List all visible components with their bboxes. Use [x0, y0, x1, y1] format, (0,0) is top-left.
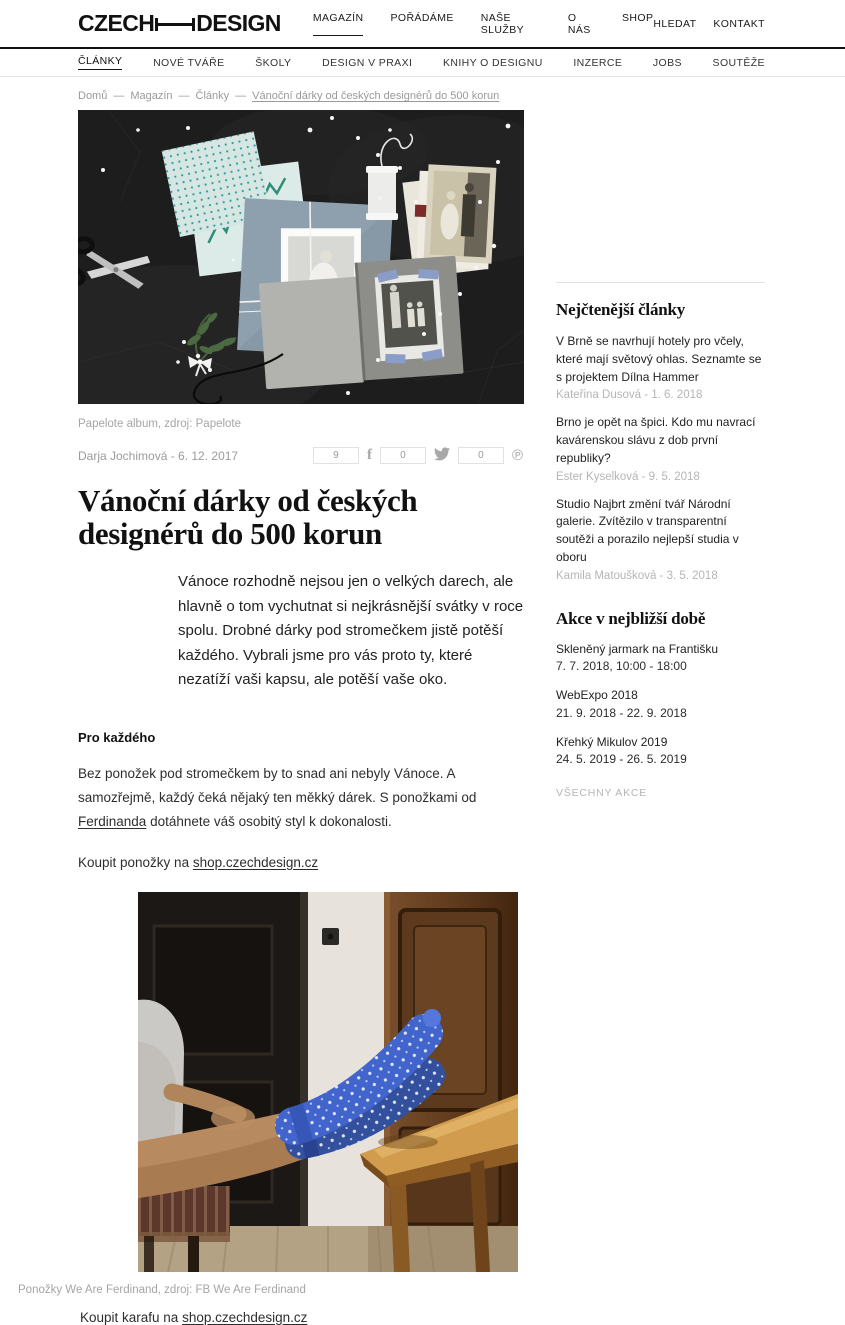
facebook-share-button[interactable]	[366, 448, 373, 463]
popular-article-item	[556, 333, 765, 401]
popular-article-link[interactable]: Studio Najbrt změní tvář Národní galerie. Zvítězilo v transparentní soutěži a porazilo nejlepší studia v oboru	[556, 496, 739, 564]
shop-link-socks[interactable]: shop.czechdesign.cz	[192, 854, 319, 870]
article-byline: Darja Jochimová - 6. 12. 2017	[78, 448, 239, 463]
event-link[interactable]: Skleněný jarmark na Františku	[556, 641, 719, 656]
site-logo[interactable]	[78, 10, 281, 37]
hero-image-art	[78, 110, 524, 404]
buy-carafe-text: Koupit karafu na	[80, 1309, 183, 1325]
article-column	[18, 110, 524, 1325]
subnav-item-clanky[interactable]: ČLÁNKY	[78, 55, 122, 70]
article-title: Vánoční dárky od českých designérů do 500 korun	[78, 483, 418, 552]
events-heading: Akce v nejbližší době	[556, 608, 706, 628]
facebook-share-count: 9	[313, 447, 359, 464]
breadcrumb-separator: —	[113, 90, 125, 102]
popular-article-link[interactable]: Brno je opět na špici. Kdo mu navrací kavárenskou slávu z dob první republiky?	[556, 415, 756, 465]
socks-image	[138, 892, 518, 1272]
secondary-nav	[0, 47, 845, 77]
socks-caption: Ponožky We Are Ferdinand, zdroj: FB We Are Ferdinand	[18, 1283, 306, 1296]
event-item	[556, 641, 765, 676]
popular-article-item	[556, 496, 765, 582]
article-lead: Vánoce rozhodně nejsou jen o velkých darech, ale hlavně o tom vychutnat si nejkrásnější svátky v roce spolu. Drobné dárky pod stromečkem jistě potěší každého. Vybrali jsme pro vás proto ty, které nezatíží vaši kapsu, ale potěší vaše oko.	[178, 573, 524, 689]
all-events-link[interactable]: VŠECHNY AKCE	[556, 786, 648, 799]
event-item	[556, 687, 765, 722]
pinterest-share-count: 0	[458, 447, 504, 464]
share-bar	[313, 447, 524, 464]
subnav-item-jobs[interactable]: JOBS	[652, 56, 682, 69]
logo-connector-icon	[155, 18, 195, 31]
nav-item-shop[interactable]: SHOP	[621, 11, 654, 24]
logo-text-right: DESIGN	[196, 10, 281, 36]
subnav-item-knihy-o-designu[interactable]: KNIHY O DESIGNU	[442, 56, 543, 69]
sidebar	[556, 282, 765, 801]
contact-link[interactable]: KONTAKT	[713, 17, 765, 30]
ferdinand-link[interactable]: Ferdinanda	[78, 813, 147, 829]
buy-socks-line	[78, 855, 524, 870]
top-header	[0, 0, 845, 47]
subnav-item-nove-tvare[interactable]: NOVÉ TVÁŘE	[153, 56, 225, 69]
event-date: 21. 9. 2018 - 22. 9. 2018	[556, 705, 687, 720]
twitter-share-count: 0	[380, 447, 426, 464]
popular-article-meta: Kateřina Dusová - 1. 6. 2018	[556, 389, 703, 402]
paragraph-text: dotáhnete váš osobitý styl k dokonalosti.	[146, 813, 392, 829]
breadcrumb	[78, 90, 845, 102]
pinterest-share-button[interactable]	[511, 448, 524, 463]
event-date: 7. 7. 2018, 10:00 - 18:00	[556, 658, 687, 673]
sidebar-divider	[556, 282, 765, 283]
facebook-icon: f	[366, 447, 372, 463]
article-paragraph	[78, 762, 498, 834]
twitter-share-button[interactable]	[433, 447, 451, 464]
subnav-item-inzerce[interactable]: INZERCE	[573, 56, 623, 69]
event-item	[556, 734, 765, 769]
header-utility-nav	[653, 18, 765, 30]
popular-articles-heading: Nejčtenější články	[556, 300, 686, 319]
nav-item-poradame[interactable]: POŘÁDÁME	[390, 11, 454, 24]
shop-link-carafe[interactable]: shop.czechdesign.cz	[182, 1309, 308, 1325]
event-link[interactable]: Křehký Mikulov 2019	[556, 735, 668, 750]
nav-item-o-nas[interactable]: O NÁS	[567, 11, 591, 36]
subnav-item-souteze[interactable]: SOUTĚŽE	[712, 56, 765, 69]
subnav-item-design-v-praxi[interactable]: DESIGN V PRAXI	[322, 56, 413, 69]
nav-item-magazin[interactable]: MAGAZÍN	[313, 12, 364, 36]
twitter-icon	[434, 447, 450, 464]
hero-caption: Papelote album, zdroj: Papelote	[78, 418, 242, 430]
breadcrumb-separator: —	[235, 90, 247, 102]
breadcrumb-magazin[interactable]: Magazín	[130, 90, 173, 102]
byline-row	[78, 447, 524, 464]
breadcrumb-separator: —	[178, 90, 190, 102]
popular-article-meta: Kamila Matoušková - 3. 5. 2018	[556, 569, 718, 582]
hero-image	[78, 110, 524, 404]
popular-article-item	[556, 414, 765, 482]
socks-image-art	[138, 892, 518, 1272]
subnav-item-skoly[interactable]: ŠKOLY	[255, 56, 292, 69]
logo-text-left: CZECH	[78, 10, 155, 36]
section-heading: Pro každého	[78, 729, 156, 745]
paragraph-text: Bez ponožek pod stromečkem by to snad ani nebyly Vánoce. A samozřejmě, každý čeká nějaký ten měkký dárek. S ponožkami od	[78, 765, 477, 805]
event-link[interactable]: WebExpo 2018	[556, 688, 638, 703]
search-link[interactable]: HLEDAT	[653, 17, 697, 30]
pinterest-icon: ℗	[511, 447, 523, 464]
nav-item-nase-sluzby[interactable]: NAŠE SLUŽBY	[480, 11, 525, 36]
buy-socks-text: Koupit ponožky na	[78, 854, 193, 870]
breadcrumb-home[interactable]: Domů	[78, 90, 108, 102]
buy-carafe-line	[80, 1310, 524, 1325]
event-date: 24. 5. 2019 - 26. 5. 2019	[556, 752, 687, 767]
breadcrumb-current-article: Vánoční dárky od českých designérů do 500 korun	[252, 90, 500, 102]
popular-article-meta: Ester Kyselková - 9. 5. 2018	[556, 470, 700, 483]
primary-nav	[313, 12, 654, 36]
breadcrumb-clanky[interactable]: Články	[195, 90, 230, 102]
popular-article-link[interactable]: V Brně se navrhují hotely pro včely, které mají světový ohlas. Seznamte se s projektem Dílna Hammer	[556, 334, 762, 384]
